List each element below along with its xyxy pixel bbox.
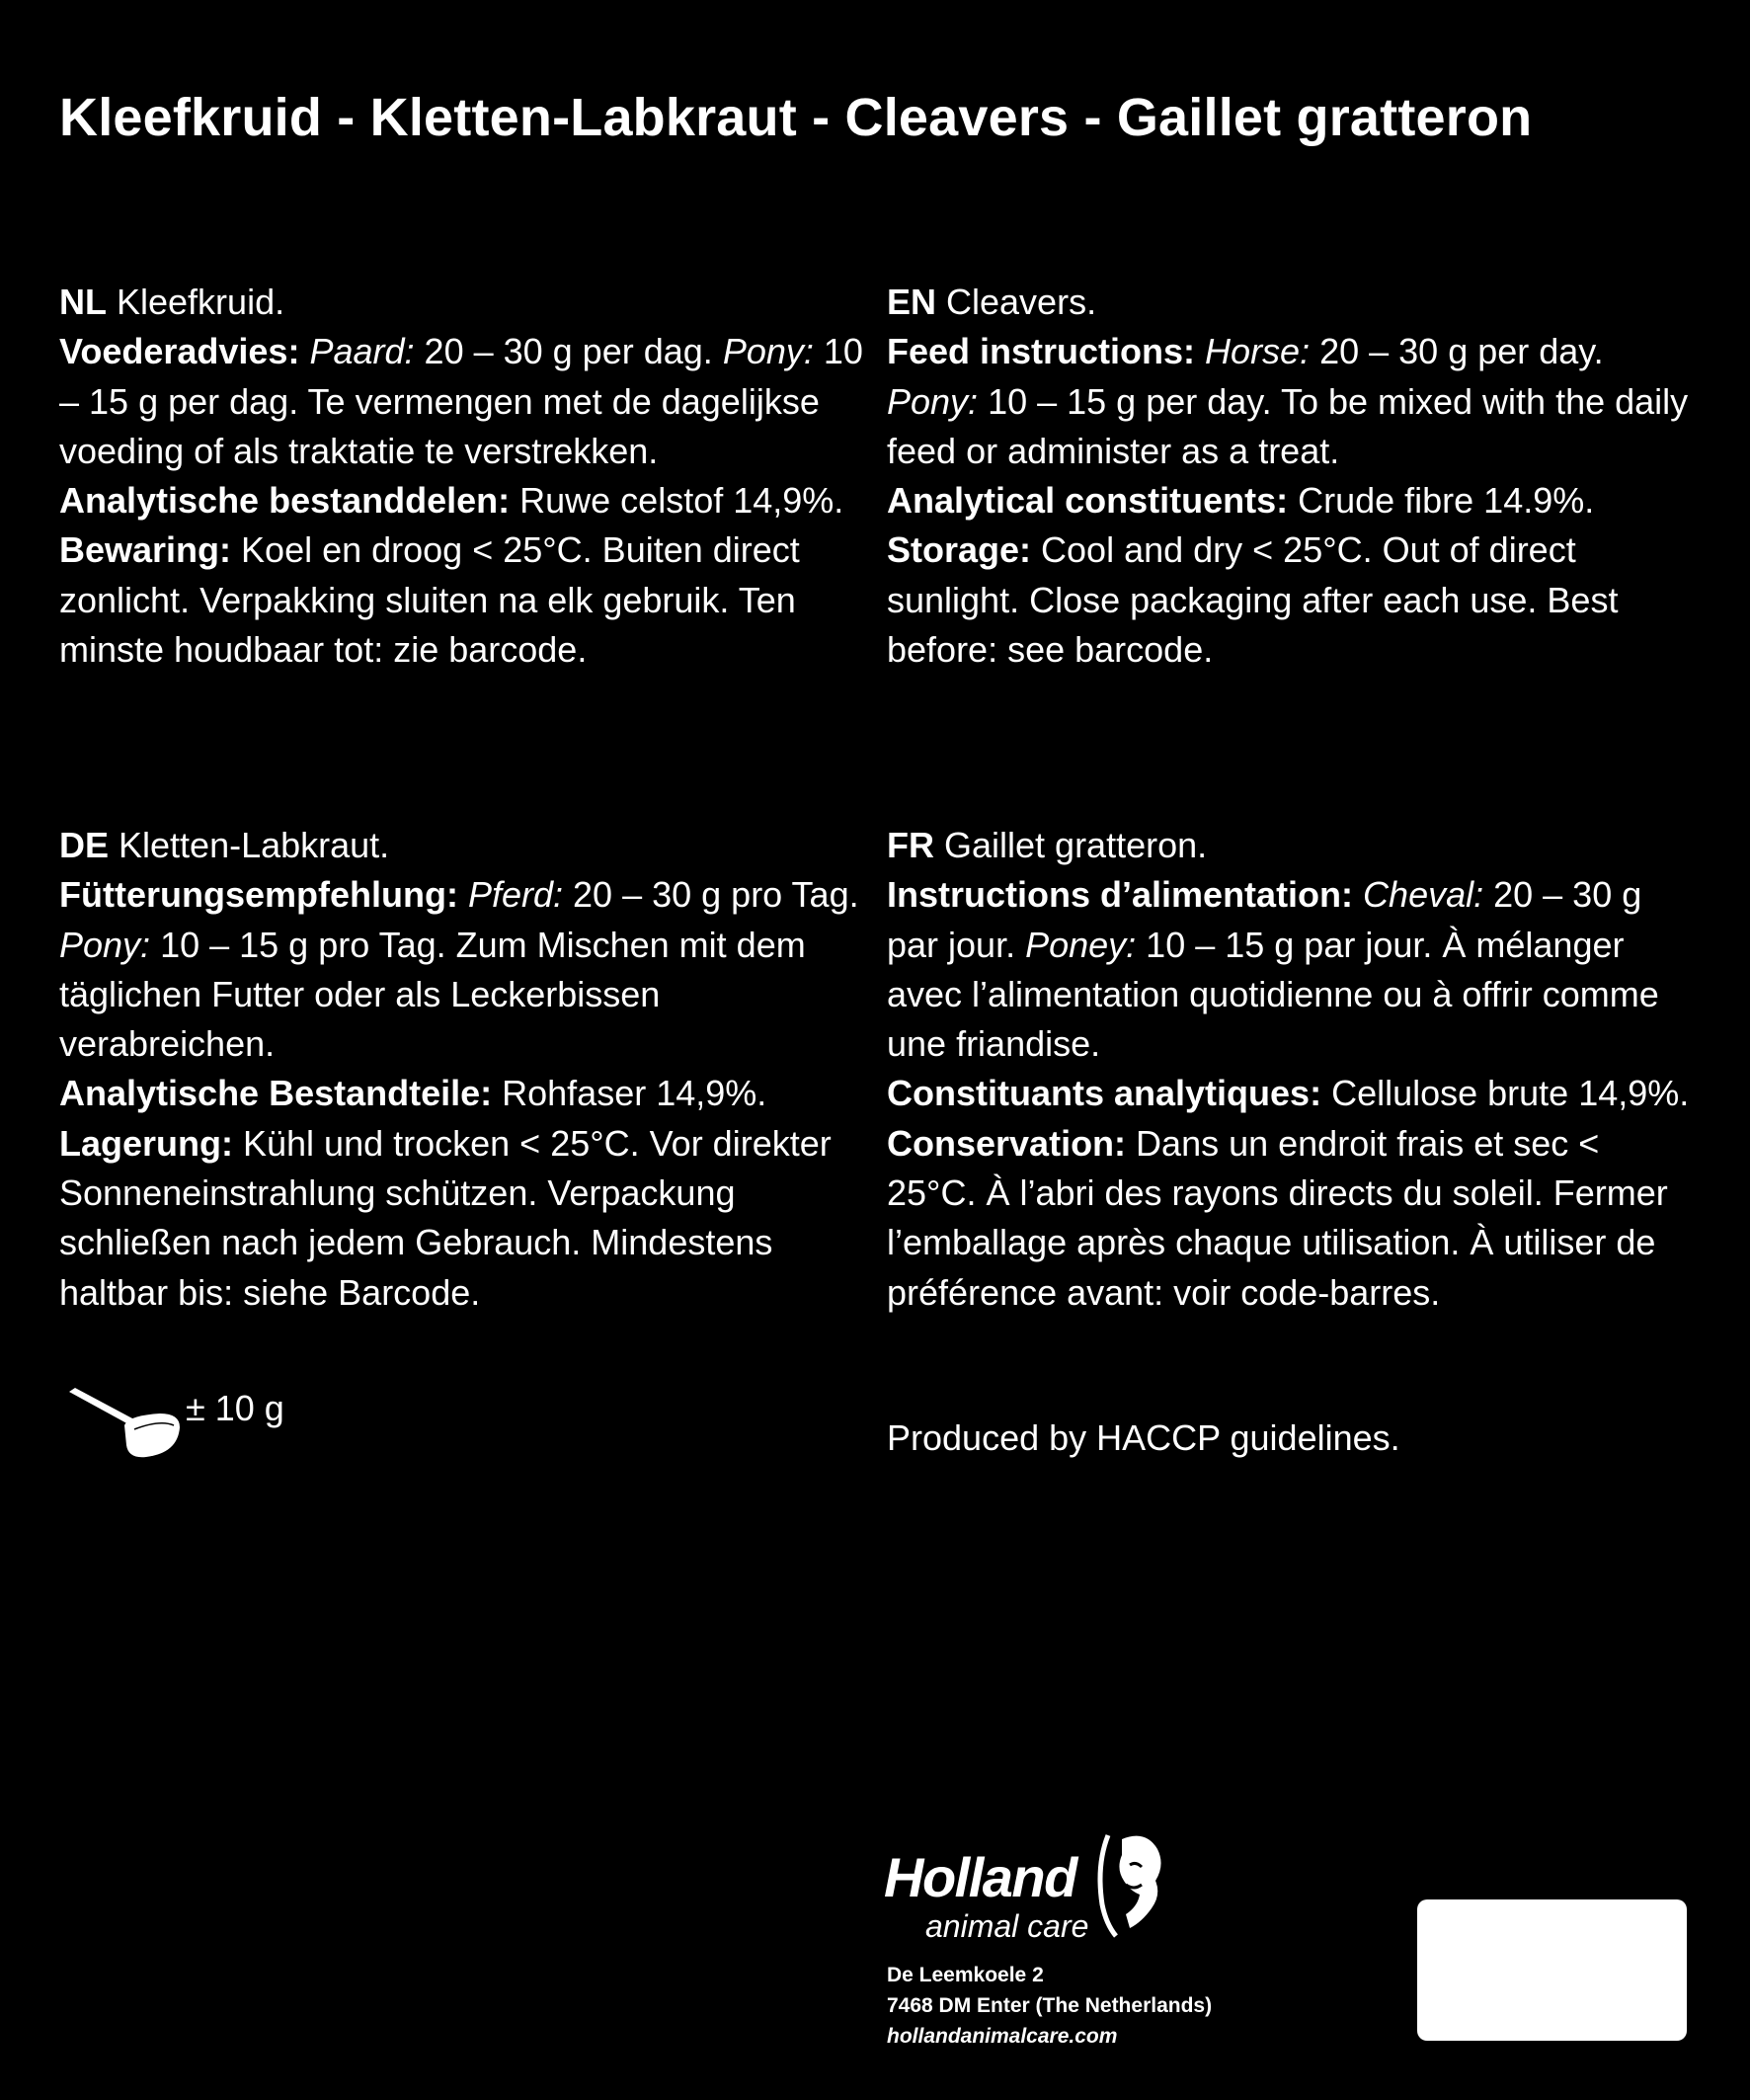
de-analysis-label: Analytische Bestandteile: [59,1073,493,1114]
fr-storage-paragraph [887,1119,1697,1318]
haccp-note: Produced by HACCP guidelines. [887,1417,1400,1458]
company-address [887,1960,1212,2052]
section-de [59,821,869,1318]
de-feed-paragraph [59,870,869,1069]
en-product-name: Cleavers. [936,282,1097,322]
en-analysis-text: Crude fibre 14.9%. [1288,480,1595,522]
en-analysis-label: Analytical constituents: [887,480,1289,522]
address-city: 7468 DM Enter (The Netherlands) [887,1994,1213,2017]
de-horse-label: Pferd: [467,874,564,916]
holland-animal-care-logo [884,1825,1180,1950]
en-lang-code: EN [887,282,937,322]
fr-storage-label: Conservation: [887,1122,1127,1164]
de-analysis-paragraph [59,1069,869,1118]
barcode-label-area [1417,1899,1687,2041]
de-pony-label: Pony: [59,924,151,965]
de-name-line [59,821,869,870]
dose-label: ± 10 g [186,1388,284,1428]
fr-pony-label: Poney: [1025,924,1137,965]
section-en [887,278,1697,675]
de-product-name: Kletten-Labkraut. [109,825,390,865]
address-street: De Leemkoele 2 [887,1964,1044,1986]
section-nl [59,278,869,675]
de-pony-text: 10 – 15 g pro Tag. Zum Mischen mit dem täglichen Futter oder als Leckerbissen verabreichen. [59,924,806,1065]
fr-lang-code: FR [887,825,934,865]
en-storage-paragraph [887,525,1697,675]
de-storage-paragraph [59,1119,869,1318]
en-name-line [887,278,1697,327]
address-website: hollandanimalcare.com [887,2025,1118,2048]
en-feed-label: Feed instructions: [887,331,1196,372]
en-horse-text: 20 – 30 g per day. [1310,331,1604,372]
logo-brand-text: Holland [884,1846,1076,1908]
nl-pony-text: 10 – 15 g per dag. Te vermengen met de dagelijkse voeding of als traktatie te verstrekken. [59,331,863,471]
nl-analysis-text: Ruwe celstof 14,9%. [510,480,844,522]
nl-feed-paragraph [59,327,869,476]
product-title: Kleefkruid - Kletten-Labkraut - Cleavers - Gaillet gratteron [59,88,1533,147]
fr-storage-text: Dans un endroit frais et sec < 25°C. À l’abri des rayons directs du soleil. Fermer l’emballage après chaque utilisation. À utiliser de préférence avant: voir code-barres. [887,1122,1668,1313]
section-fr [887,821,1697,1318]
en-horse-label: Horse: [1205,331,1311,372]
fr-horse-label: Cheval: [1363,874,1484,916]
fr-pony-text: 10 – 15 g par jour. À mélanger avec l’alimentation quotidienne ou à offrir comme une friandise. [887,924,1659,1065]
nl-horse-text: 20 – 30 g per dag. [414,331,713,372]
nl-analysis-paragraph [59,476,869,525]
de-lang-code: DE [59,825,110,865]
fr-name-line [887,821,1697,870]
fr-analysis-text: Cellulose brute 14,9%. [1321,1073,1690,1114]
nl-horse-label: Paard: [309,331,415,372]
de-horse-text: 20 – 30 g pro Tag. [563,874,859,916]
de-feed-label: Fütterungsempfehlung: [59,874,458,916]
nl-product-name: Kleefkruid. [107,282,285,322]
nl-pony-label: Pony: [722,331,814,372]
fr-analysis-paragraph [887,1069,1697,1118]
fr-feed-label: Instructions d’alimentation: [887,874,1354,916]
nl-analysis-label: Analytische bestanddelen: [59,480,511,522]
en-pony-label: Pony: [887,380,979,422]
nl-lang-code: NL [59,282,107,322]
de-storage-text: Kühl und trocken < 25°C. Vor direkter Sonneneinstrahlung schützen. Verpackung schließen nach jedem Gebrauch. Mindestens haltbar bis: siehe Barcode. [59,1122,832,1313]
nl-storage-paragraph [59,525,869,675]
en-pony-text: 10 – 15 g per day. To be mixed with the daily feed or administer as a treat. [887,380,1689,471]
fr-analysis-label: Constituants analytiques: [887,1073,1322,1114]
measuring-scoop-icon [65,1386,184,1465]
nl-name-line [59,278,869,327]
fr-feed-paragraph [887,870,1697,1069]
nl-storage-text: Koel en droog < 25°C. Buiten direct zonlicht. Verpakking sluiten na elk gebruik. Ten minste houdbaar tot: zie barcode. [59,529,800,671]
en-storage-text: Cool and dry < 25°C. Out of direct sunlight. Close packaging after each use. Best before: see barcode. [887,529,1619,671]
nl-storage-label: Bewaring: [59,529,232,571]
fr-horse-text: 20 – 30 g par jour. [887,874,1642,965]
en-feed-paragraph [887,327,1697,476]
nl-feed-label: Voederadvies: [59,331,300,372]
en-storage-label: Storage: [887,529,1032,571]
logo-sub-text: animal care [925,1908,1089,1944]
horse-dog-cat-head-icon [1086,1825,1167,1942]
en-analysis-paragraph [887,476,1697,525]
fr-product-name: Gaillet gratteron. [934,825,1208,865]
de-storage-label: Lagerung: [59,1122,233,1164]
de-analysis-text: Rohfaser 14,9%. [492,1073,767,1114]
